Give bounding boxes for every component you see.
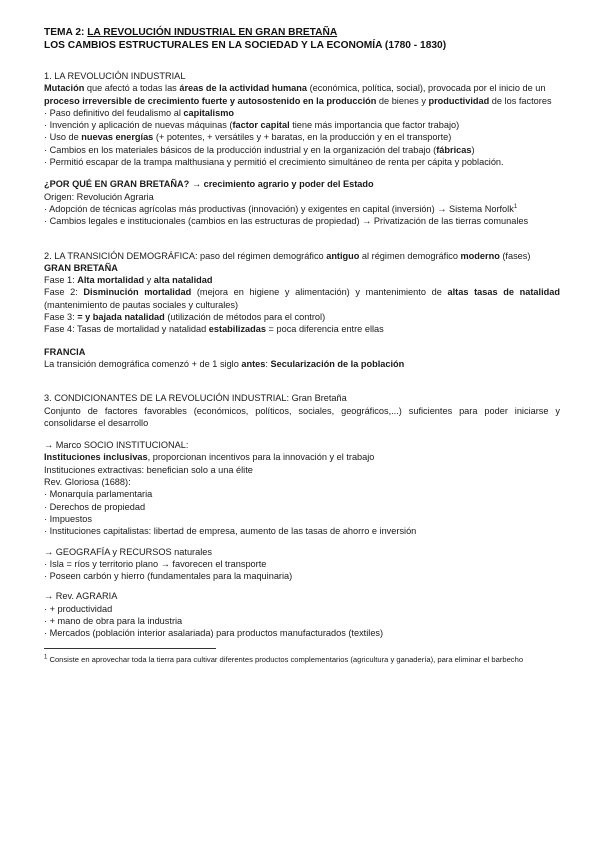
bold-text: Alta mortalidad: [77, 275, 145, 286]
why-heading: ¿POR QUÉ EN GRAN BRETAÑA? → crecimiento agrario y poder del Estado: [44, 179, 374, 190]
list-item: · Derechos de propiedad: [44, 501, 146, 512]
list-item: · Instituciones capitalistas: libertad de empresa, aumento de las tasas de ahorro e inversión: [44, 526, 417, 537]
text-run: · Invención y aplicación de nuevas máquinas (: [44, 120, 233, 131]
list-item: · Isla = ríos y territorio plano → favorecen el transporte: [44, 558, 267, 569]
footnote: $^1$ Consiste en aprovechar toda la tierra para cultivar diferentes productos complementarios (agricultura y ganadería), para eliminar el barbecho: [44, 654, 524, 664]
why-origin: Origen: Revolución Agraria: [44, 191, 154, 202]
text-run: de bienes y: [376, 95, 429, 106]
text-run: :: [265, 358, 271, 369]
list-item: · Monarquía parlamentaria: [44, 489, 153, 500]
bold-text: antes: [241, 358, 266, 369]
bold-text: Mutación: [44, 83, 85, 94]
text-run: de los factores: [489, 95, 552, 106]
list-item: [44, 107, 560, 119]
bold-text: factor capital: [232, 120, 290, 131]
text-run: (mantenimiento de pautas sociales y culturales): [44, 299, 239, 310]
text-run: · Cambios en los materiales básicos de la producción industrial y en la organización del trabajo (: [44, 144, 437, 155]
extractive-institutions: Instituciones extractivas: benefician solo a una élite: [44, 464, 253, 475]
text-run: : paso del régimen demográfico: [194, 250, 327, 261]
text-run: (económica, política, social), provocada por el inicio de un: [307, 83, 546, 94]
text-run: Fase 2:: [44, 287, 84, 298]
text-run: tiene más importancia que factor trabajo): [289, 120, 460, 131]
document-subtitle: LOS CAMBIOS ESTRUCTURALES EN LA SOCIEDAD Y LA ECONOMÍA (1780 - 1830): [44, 40, 447, 51]
section-3-intro: Conjunto de factores favorables (económicos, políticos, sociales, geográficos,...) suficientes para poder iniciarse y consolidarse el desarrollo: [44, 405, 560, 428]
gb-label: GRAN BRETAÑA: [44, 262, 118, 273]
bold-text: Secularización de la población: [270, 358, 405, 369]
title-underlined: LA REVOLUCIÓN INDUSTRIAL EN GRAN BRETAÑA: [87, 27, 338, 38]
phase-3: [44, 311, 560, 323]
list-item: [44, 131, 560, 143]
bold-text: alta natalidad: [153, 275, 213, 286]
text-run: (fases): [499, 250, 531, 261]
text-run: Fase 4: Tasas de mortalidad y natalidad: [44, 324, 209, 335]
text-run: · Permitió escapar de la trampa malthusiana y permitió el crecimiento simultáneo de renta per cápita y población.: [44, 157, 504, 168]
bold-text: Instituciones inclusivas: [44, 452, 148, 463]
bold-text: productividad: [428, 95, 490, 106]
text-run: ): [471, 144, 475, 155]
bold-text: estabilizadas: [208, 324, 266, 335]
bold-text: fábricas: [436, 144, 472, 155]
text-run: (utilización de métodos para el control): [164, 312, 326, 323]
footnote-mark: 1: [44, 654, 48, 661]
list-item: · Impuestos: [44, 513, 92, 524]
bold-text: Disminución mortalidad: [83, 287, 192, 298]
list-item: [44, 144, 560, 156]
text-run: · Paso definitivo del feudalismo al: [44, 107, 184, 118]
list-item: [44, 156, 560, 168]
list-item: · Adopción de técnicas agrícolas más productivas (innovación) y exigentes en capital (inversión) → Sistema Norfolk$^1$: [44, 203, 518, 214]
inclusive-institutions: [44, 451, 560, 463]
text-run: , proporcionan incentivos para la innovación y el trabajo: [147, 452, 375, 463]
france-text: [44, 358, 560, 370]
document-title: TEMA 2: LA REVOLUCIÓN INDUSTRIAL EN GRAN BRETAÑA: [44, 27, 338, 38]
text-run: = poca diferencia entre ellas: [266, 324, 384, 335]
section-1-bullets: [44, 107, 560, 168]
text-run: al régimen demográfico: [359, 250, 461, 261]
text-run: y: [144, 275, 154, 286]
footnote-divider: [44, 648, 216, 649]
list-item: · + mano de obra para la industria: [44, 615, 183, 626]
text-run: La transición demográfica comenzó + de 1 siglo: [44, 358, 242, 369]
list-item: · Mercados (población interior asalariada) para productos manufacturados (textiles): [44, 628, 384, 639]
text-run: Fase 1:: [44, 275, 78, 286]
list-item: · + productividad: [44, 603, 113, 614]
text-run: (mejora en higiene y alimentación) y mantenimiento de: [191, 287, 448, 298]
bold-text: moderno: [460, 250, 500, 261]
bold-text: áreas de la actividad humana: [179, 83, 308, 94]
bold-text: antiguo: [326, 250, 360, 261]
list-item: · Poseen carbón y hierro (fundamentales para la maquinaria): [44, 571, 293, 582]
footnote-ref[interactable]: 1: [513, 203, 518, 210]
list-item: [44, 119, 560, 131]
bold-text: proceso irreversible de crecimiento fuerte y autosostenido en la producción: [44, 95, 377, 106]
phase-2: [44, 286, 560, 311]
phase-4: [44, 323, 560, 335]
section-1-heading: 1. LA REVOLUCIÓN INDUSTRIAL: [44, 71, 186, 81]
section-3-heading: 3. CONDICIONANTES DE LA REVOLUCIÓN INDUSTRIAL: Gran Bretaña: [44, 393, 347, 404]
france-label: FRANCIA: [44, 346, 86, 357]
text-run: · Uso de: [44, 132, 82, 143]
section-2-heading: [44, 250, 560, 262]
bold-text: altas tasas de natalidad: [447, 287, 560, 298]
marco-label: → Marco SOCIO INSTITUCIONAL:: [44, 440, 189, 451]
text-run: que afectó a todas las: [84, 83, 180, 94]
bold-text: capitalismo: [183, 107, 234, 118]
text-run: 2. LA TRANSICIÓN DEMOGRÁFICA: [44, 250, 195, 261]
agr-label: → Rev. AGRARIA: [44, 591, 118, 602]
list-item: · Cambios legales e institucionales (cambios en las estructuras de propiedad) → Privatización de las tierras comunales: [44, 216, 529, 227]
text-run: (+ potentes, + versátiles y + baratas, en la producción y en el transporte): [153, 132, 452, 143]
phase-1: [44, 274, 560, 286]
text-run: Fase 3:: [44, 312, 78, 323]
section-1-intro: [44, 82, 560, 107]
document-page: [44, 26, 560, 665]
rev-gloriosa: Rev. Gloriosa (1688):: [44, 477, 131, 488]
geo-label: → GEOGRAFÍA y RECURSOS naturales: [44, 546, 212, 557]
bold-text: nuevas energías: [81, 132, 154, 143]
bold-text: = y bajada natalidad: [77, 312, 165, 323]
